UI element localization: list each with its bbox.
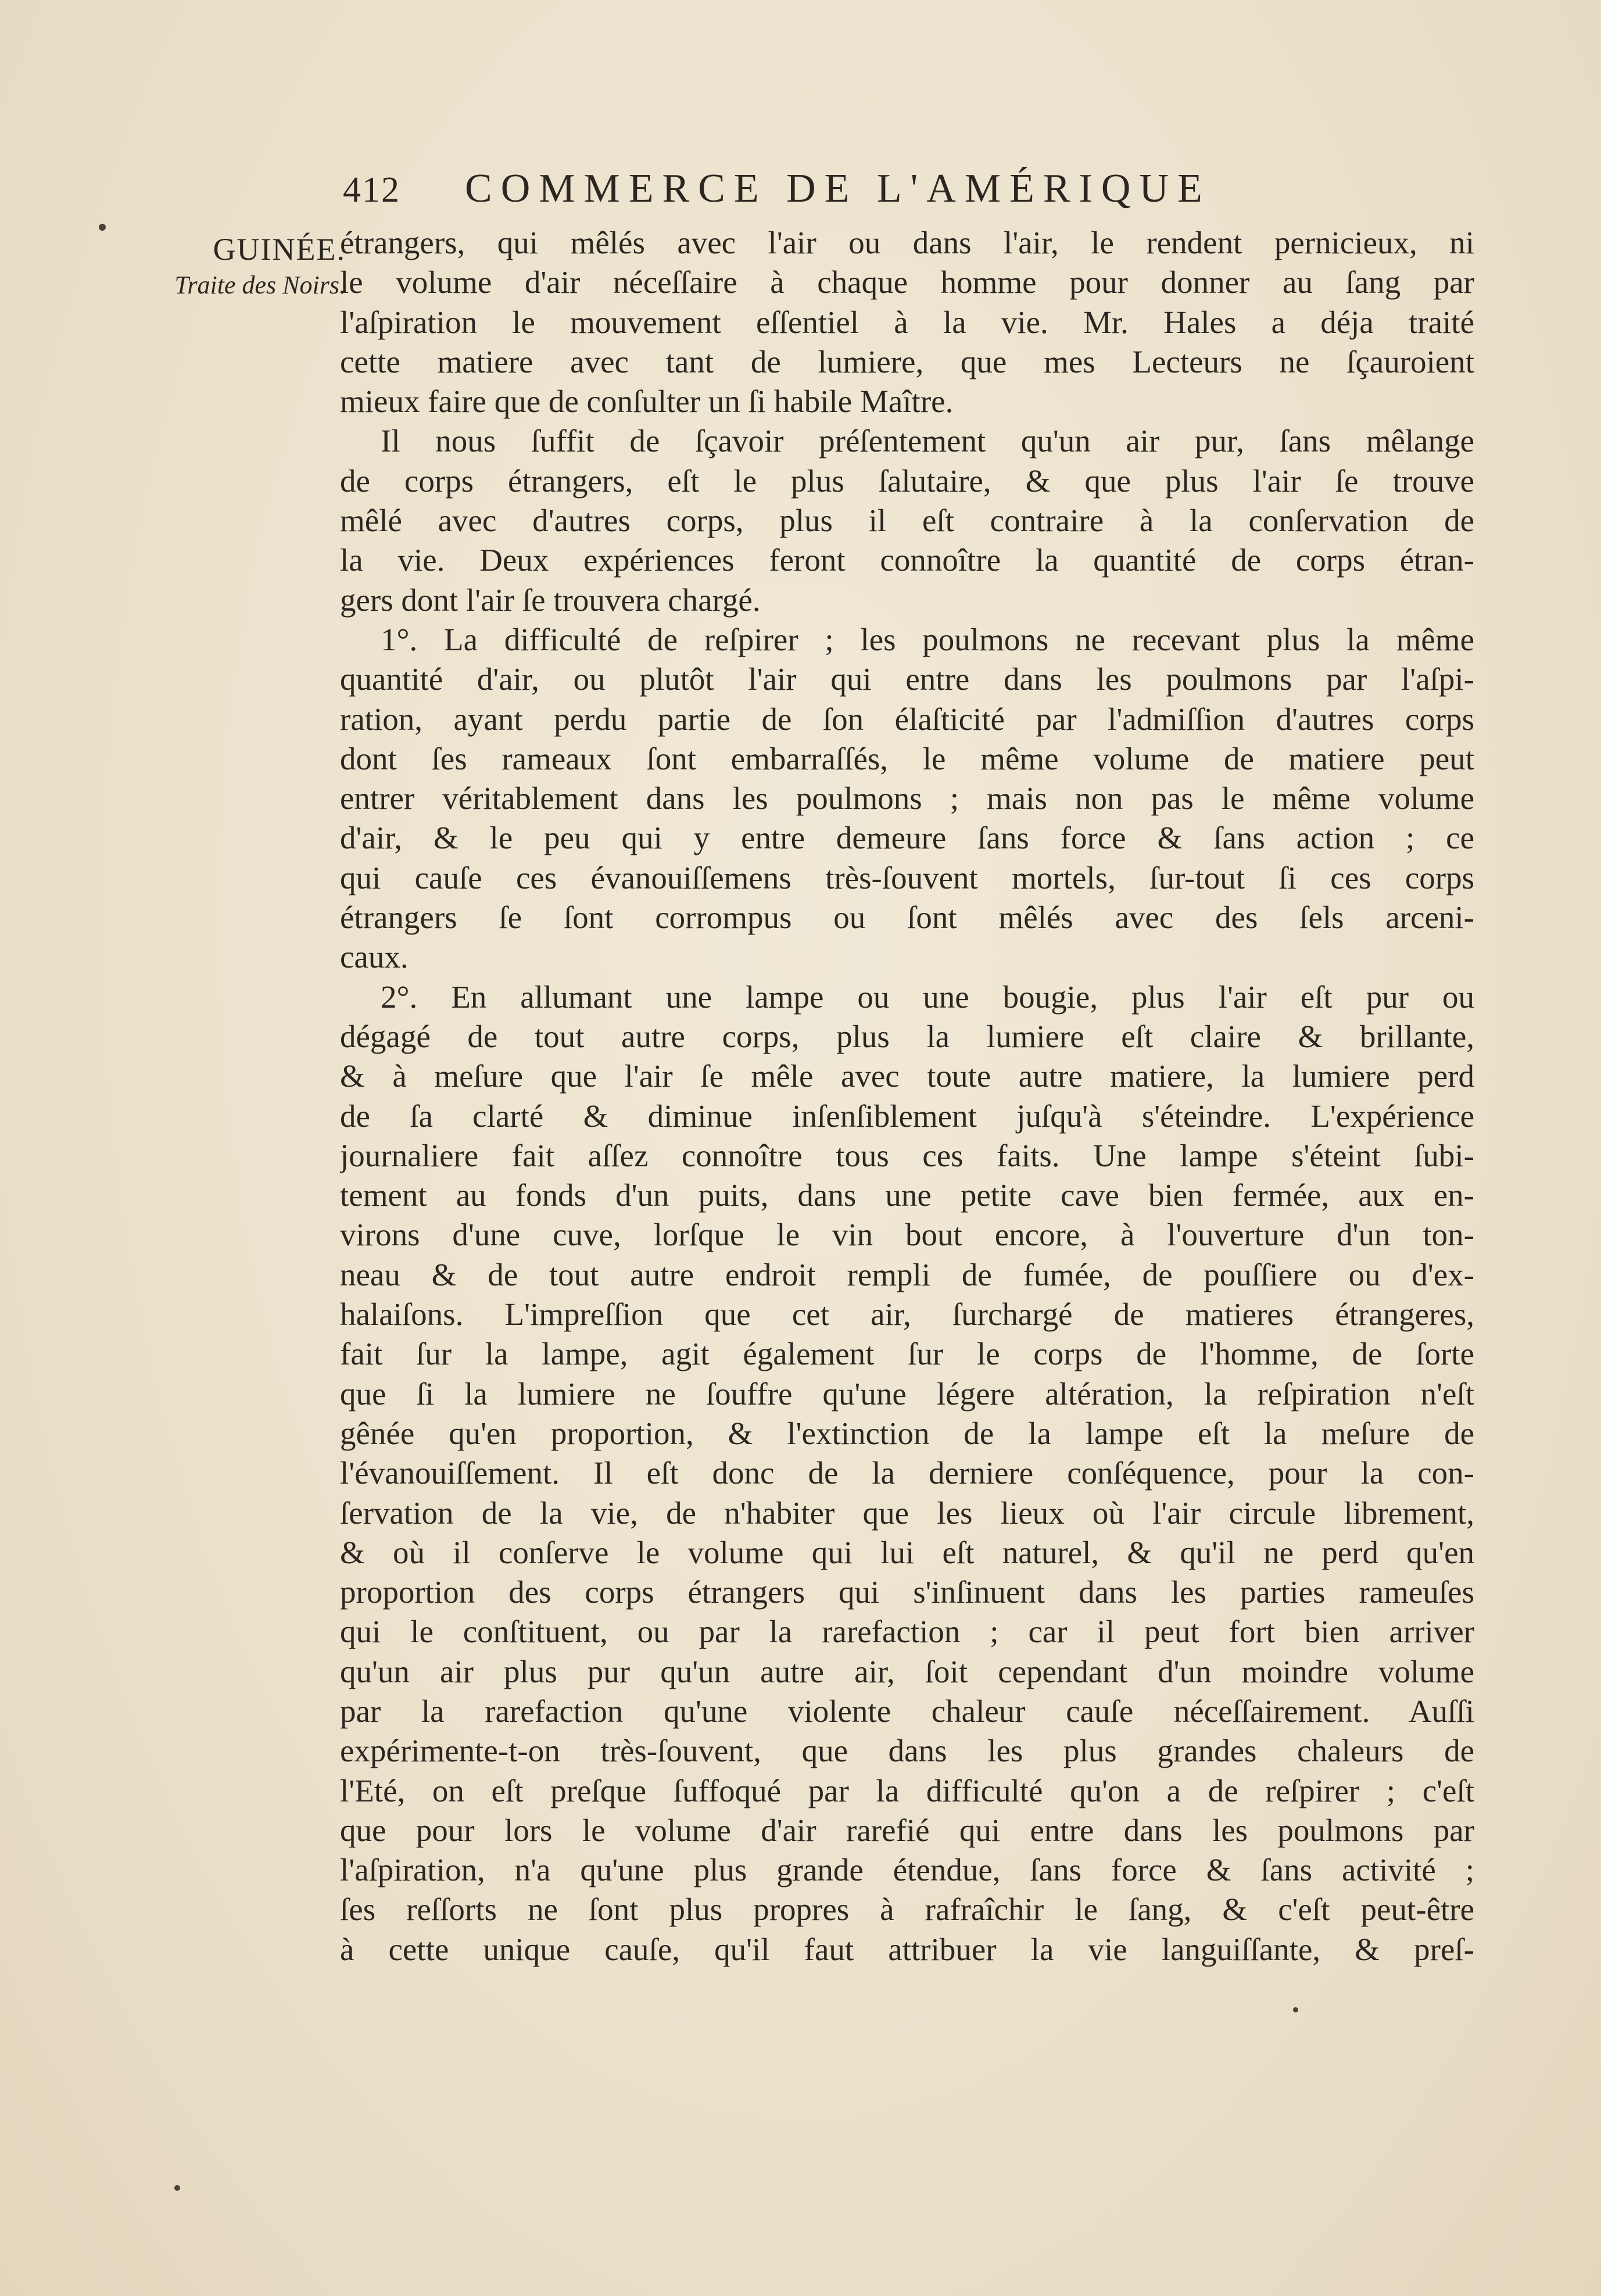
text-line: gênée qu'en proportion, & l'extinction de la lampe eſt la meſure de <box>340 1415 1474 1451</box>
text-line: étrangers, qui mêlés avec l'air ou dans l'air, le rendent pernicieux, ni <box>340 225 1474 260</box>
text-line: dégagé de tout autre corps, plus la lumiere eſt claire & brillante, <box>340 1018 1474 1054</box>
text-line: halaiſons. L'impreſſion que cet air, ſurchargé de matieres étrangeres, <box>340 1296 1474 1333</box>
text-line: proportion des corps étrangers qui s'inſinuent dans les parties rameuſes <box>340 1574 1474 1610</box>
text-line: entrer véritablement dans les poulmons ; mais non pas le même volume <box>340 780 1474 816</box>
text-line: par la rarefaction qu'une violente chaleur cauſe néceſſairement. Auſſi <box>340 1693 1474 1729</box>
text-line: l'aſpiration le mouvement eſſentiel à la vie. Mr. Hales a déja traité <box>340 304 1474 340</box>
paper-speck <box>99 224 106 231</box>
text-line: que ſi la lumiere ne ſouffre qu'une légere altération, la reſpiration n'eſt <box>340 1376 1474 1412</box>
running-title: COMMERCE DE L'AMÉRIQUE <box>465 166 1211 211</box>
text-line: l'Eté, on eſt preſque ſuffoqué par la difficulté qu'on a de reſpirer ; c'eſt <box>340 1772 1474 1808</box>
text-line: ration, ayant perdu partie de ſon élaſticité par l'admiſſion d'autres corps <box>340 701 1474 737</box>
paper-speck <box>1293 2007 1298 2012</box>
running-head <box>343 166 1325 218</box>
text-line: que pour lors le volume d'air rarefié qui entre dans les poulmons par <box>340 1812 1474 1848</box>
text-line: l'aſpiration, n'a qu'une plus grande étendue, ſans force & ſans activité ; <box>340 1852 1474 1888</box>
margin-note <box>131 230 346 305</box>
text-line: étrangers ſe ſont corrompus ou ſont mêlés avec des ſels arceni- <box>340 900 1474 936</box>
text-line: tement au fonds d'un puits, dans une petite cave bien fermée, aux en- <box>340 1177 1474 1213</box>
text-line: quantité d'air, ou plutôt l'air qui entre dans les poulmons par l'aſpi- <box>340 661 1474 697</box>
text-line: le volume d'air néceſſaire à chaque homme pour donner au ſang par <box>340 264 1474 300</box>
text-line: neau & de tout autre endroit rempli de fumée, de pouſſiere ou d'ex- <box>340 1256 1474 1292</box>
text-line: ſes reſſorts ne ſont plus propres à rafraîchir le ſang, & c'eſt peut-être <box>340 1892 1474 1928</box>
text-line: fait ſur la lampe, agit également ſur le corps de l'homme, de ſorte <box>340 1336 1474 1372</box>
margin-note-topic: Traite des Noirs. <box>174 271 346 299</box>
text-line: expérimente-t-on très-ſouvent, que dans les plus grandes chaleurs de <box>340 1733 1474 1769</box>
text-line: à cette unique cauſe, qu'il faut attribuer la vie languiſſante, & preſ- <box>340 1931 1474 1967</box>
text-line: Il nous ſuffit de ſçavoir préſentement qu'un air pur, ſans mêlange <box>381 423 1474 459</box>
text-line: dont ſes rameaux ſont embarraſſés, le même volume de matiere peut <box>340 740 1474 776</box>
text-line: mêlé avec d'autres corps, plus il eſt contraire à la conſervation de <box>340 503 1474 539</box>
page-number: 412 <box>343 170 400 210</box>
text-line: gers dont l'air ſe trouvera chargé. <box>340 582 761 618</box>
body-text <box>340 223 1474 1969</box>
text-line: mieux faire que de conſulter un ſi habile Maître. <box>340 384 954 420</box>
text-line: qu'un air plus pur qu'un autre air, ſoit cependant d'un moindre volume <box>340 1653 1474 1689</box>
margin-note-region: GUINÉE. <box>213 232 346 267</box>
text-line: journaliere fait aſſez connoître tous ces faits. Une lampe s'éteint ſubi- <box>340 1137 1474 1173</box>
text-line: virons d'une cuve, lorſque le vin bout encore, à l'ouverture d'un ton- <box>340 1217 1474 1253</box>
text-line: de corps étrangers, eſt le plus ſalutaire, & que plus l'air ſe trouve <box>340 463 1474 499</box>
text-line: 2°. En allumant une lampe ou une bougie, plus l'air eſt pur ou <box>381 979 1474 1015</box>
text-line: la vie. Deux expériences feront connoître la quantité de corps étran- <box>340 542 1474 578</box>
text-line: & à meſure que l'air ſe mêle avec toute autre matiere, la lumiere perd <box>340 1058 1474 1094</box>
text-line: qui le conſtituent, ou par la rarefaction ; car il peut fort bien arriver <box>340 1614 1474 1650</box>
text-line: qui cauſe ces évanouiſſemens très-ſouvent mortels, ſur-tout ſi ces corps <box>340 859 1474 896</box>
text-line: l'évanouiſſement. Il eſt donc de la derniere conſéquence, pour la con- <box>340 1455 1474 1491</box>
text-line: cette matiere avec tant de lumiere, que mes Lecteurs ne ſçauroient <box>340 343 1474 379</box>
text-line: 1°. La difficulté de reſpirer ; les poulmons ne recevant plus la même <box>381 621 1474 657</box>
text-line: caux. <box>340 939 409 975</box>
text-line: de ſa clarté & diminue inſenſiblement juſqu'à s'éteindre. L'expérience <box>340 1098 1474 1134</box>
text-line: ſervation de la vie, de n'habiter que les lieux où l'air circule librement, <box>340 1495 1474 1531</box>
text-line: d'air, & le peu qui y entre demeure ſans force & ſans action ; ce <box>340 820 1474 856</box>
paper-speck <box>174 2185 180 2191</box>
text-line: & où il conſerve le volume qui lui eſt naturel, & qu'il ne perd qu'en <box>340 1534 1474 1570</box>
